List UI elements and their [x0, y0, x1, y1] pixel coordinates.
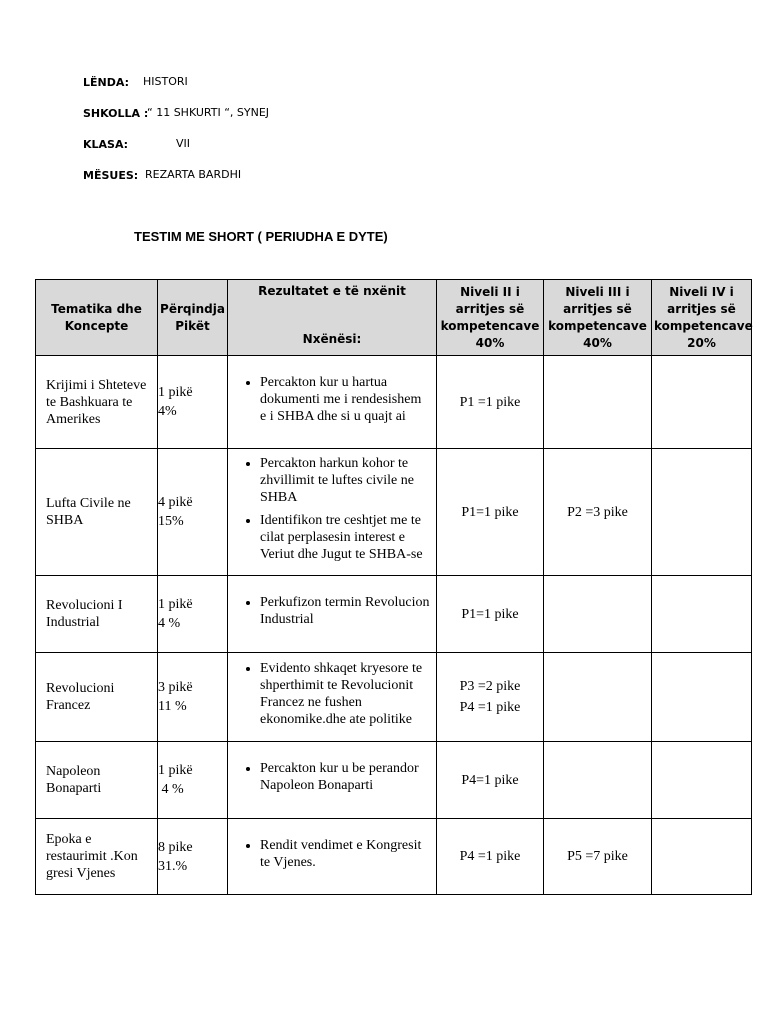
topic-cell: Krijimi i Shteteve te Bashkuara te Amerikes — [36, 356, 158, 449]
points-value: 3 pikë — [158, 680, 193, 695]
outcomes-cell — [228, 576, 437, 653]
level2-cell — [437, 819, 544, 895]
outcomes-list — [228, 837, 436, 871]
outcome-item: • Percakton harkun kohor te zhvillimit te luftes civile ne SHBA — [260, 455, 436, 506]
outcomes-cell — [228, 819, 437, 895]
header-level3: Niveli III i arritjes së kompetencave 40% — [544, 280, 652, 356]
header-points: Përqindja Pikët — [158, 280, 228, 356]
topic-cell: Revolucioni Francez — [36, 653, 158, 742]
meta-label: LËNDA: — [83, 76, 129, 89]
percent-value: 31.% — [158, 858, 188, 874]
level-score: P4 =1 pike — [459, 849, 521, 864]
points-cell — [158, 449, 228, 576]
level-score: P1 =1 pike — [459, 394, 521, 410]
table-row — [36, 653, 752, 742]
meta-label: MËSUES: — [83, 169, 139, 182]
table-row — [36, 576, 752, 653]
header-row — [36, 280, 752, 356]
level3-cell — [544, 742, 652, 819]
points-value: 1 pikë — [158, 385, 193, 400]
outcome-item: • Rendit vendimet e Kongresit te Vjenes. — [260, 837, 436, 871]
outcomes-cell — [228, 653, 437, 742]
test-table — [35, 279, 752, 895]
outcomes-cell — [228, 742, 437, 819]
points-value: 1 pikë — [158, 763, 193, 778]
level-score: P3 =2 pike — [459, 679, 521, 694]
outcomes-cell — [228, 449, 437, 576]
meta-value: VII — [176, 137, 191, 150]
meta-value: REZARTA BARDHI — [145, 168, 242, 181]
points-cell — [158, 742, 228, 819]
level4-cell — [652, 356, 752, 449]
topic-cell: Lufta Civile ne SHBA — [36, 449, 158, 576]
points-value: 1 pikë — [158, 597, 193, 612]
level-score: P4=1 pike — [461, 772, 519, 788]
topic-cell: Revolucioni I Industrial — [36, 576, 158, 653]
level2-cell — [437, 449, 544, 576]
meta-label: SHKOLLA : — [83, 107, 149, 120]
table-body — [36, 356, 752, 895]
level-score: P1=1 pike — [461, 504, 519, 520]
table-row — [36, 356, 752, 449]
table-row — [36, 819, 752, 895]
outcomes-cell — [228, 356, 437, 449]
points-cell — [158, 819, 228, 895]
outcomes-list — [228, 760, 436, 794]
topic-cell: Napoleon Bonaparti — [36, 742, 158, 819]
percent-value: 4 % — [158, 616, 181, 631]
level3-cell — [544, 576, 652, 653]
level2-cell — [437, 742, 544, 819]
outcome-item: • Percakton kur u hartua dokumenti me i rendesishem e i SHBA dhe si u quajt ai — [260, 374, 436, 425]
level2-cell — [437, 576, 544, 653]
table-row — [36, 742, 752, 819]
level4-cell — [652, 449, 752, 576]
table-row — [36, 449, 752, 576]
level2-cell — [437, 356, 544, 449]
header-level4: Niveli IV i arritjes së kompetencave 20% — [652, 280, 752, 356]
meta-value: “ 11 SHKURTI “, SYNEJ — [147, 106, 270, 119]
outcome-item: • Identifikon tre ceshtjet me te cilat perplasesin interest e Veriut dhe Jugut te SHBA-se — [260, 512, 436, 563]
level2-cell — [437, 653, 544, 742]
level-score: P4 =1 pike — [459, 700, 521, 715]
document-title: TESTIM ME SHORT ( PERIUDHA E DYTE) — [134, 229, 388, 244]
meta-shkolla — [83, 106, 270, 120]
level4-cell — [652, 653, 752, 742]
points-value: 4 pikë — [158, 495, 193, 510]
outcomes-list — [228, 374, 436, 425]
outcomes-list — [228, 660, 436, 728]
meta-label: KLASA: — [83, 138, 129, 151]
meta-value: HISTORI — [143, 75, 188, 88]
level3-cell — [544, 356, 652, 449]
header-results-student: Nxënësi: — [302, 332, 362, 346]
outcome-item: • Evidento shkaqet kryesore te shperthimit te Revolucionit Francez ne fushen ekonomike.dhe ate politike — [260, 660, 436, 728]
percent-value: 11 % — [158, 699, 187, 714]
points-cell — [158, 576, 228, 653]
header-topic: Tematika dhe Koncepte — [36, 280, 158, 356]
level3-cell — [544, 819, 652, 895]
outcome-item: • Percakton kur u be perandor Napoleon Bonaparti — [260, 760, 436, 794]
level4-cell — [652, 819, 752, 895]
points-cell — [158, 356, 228, 449]
topic-cell: Epoka e restaurimit .Kon gresi Vjenes — [36, 819, 158, 895]
meta-lenda — [83, 75, 188, 89]
level-score: P2 =3 pike — [567, 504, 628, 520]
header-level2: Niveli II i arritjes së kompetencave 40% — [437, 280, 544, 356]
outcomes-list — [228, 594, 436, 628]
points-cell — [158, 653, 228, 742]
level4-cell — [652, 576, 752, 653]
percent-value: 4% — [158, 404, 177, 419]
header-results — [228, 280, 437, 356]
points-value: 8 pike — [158, 839, 193, 855]
outcome-item: • Perkufizon termin Revolucion Industrial — [260, 594, 436, 628]
header-results-title: Rezultatet e të nxënit — [258, 284, 406, 298]
level3-cell — [544, 449, 652, 576]
level3-cell — [544, 653, 652, 742]
meta-klasa — [83, 137, 191, 151]
level-score: P1=1 pike — [461, 606, 519, 622]
level4-cell — [652, 742, 752, 819]
meta-mesues — [83, 168, 242, 182]
level-score: P5 =7 pike — [567, 849, 628, 864]
outcomes-list — [228, 455, 436, 563]
percent-value: 15% — [158, 514, 184, 529]
percent-value: 4 % — [158, 782, 184, 797]
